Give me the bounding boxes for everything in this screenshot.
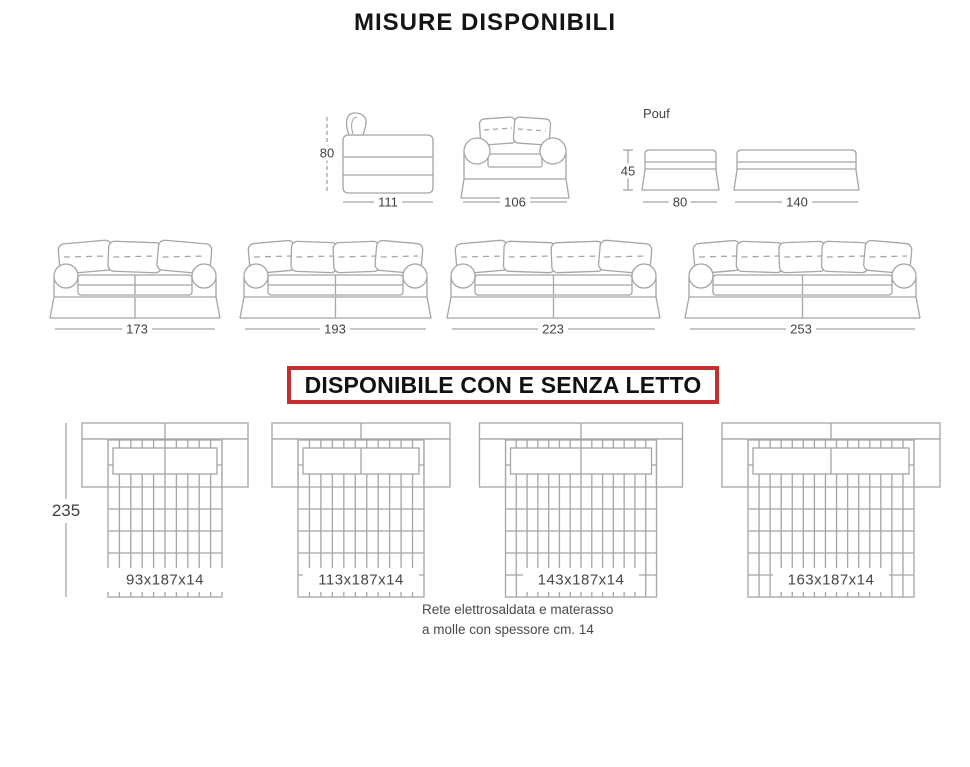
page-title: MISURE DISPONIBILI (353, 9, 617, 36)
armchair-front-drawing (461, 117, 569, 202)
dim-sofa-width-2: 193 (320, 322, 350, 337)
bed-note-line1: Rete elettrosaldata e materasso (422, 602, 614, 617)
sofa-front-drawing-4 (685, 240, 920, 329)
bed-size-label-1: 93x187x14 (122, 572, 208, 589)
bed-size-label-3: 143x187x14 (534, 572, 629, 589)
sofa-front-drawing-1 (50, 240, 220, 329)
dim-sofa-width-1: 173 (122, 322, 152, 337)
sofa-front-drawing-2 (240, 240, 431, 329)
availability-banner (287, 366, 719, 404)
bed-size-label-4: 163x187x14 (784, 572, 879, 589)
bed-note (422, 600, 613, 640)
dim-pouf-small-width: 80 (669, 195, 691, 210)
bed-note-line2: a molle con spessore cm. 14 (422, 622, 594, 637)
dim-pouf-large-width: 140 (782, 195, 812, 210)
dim-bed-depth: 235 (48, 499, 84, 523)
dim-pouf-height: 45 (617, 164, 639, 179)
availability-banner-text: DISPONIBILE CON E SENZA LETTO (304, 371, 702, 398)
dim-sofa-side-height: 80 (316, 146, 338, 161)
sofa-side-view-drawing (327, 113, 433, 202)
dim-sofa-width-3: 223 (538, 322, 568, 337)
bed-size-label-2: 113x187x14 (314, 572, 408, 589)
sofa-front-drawing-3 (447, 240, 660, 329)
dim-armchair-width: 106 (500, 195, 530, 210)
dim-sofa-side-width: 111 (374, 195, 402, 210)
pouf-label: Pouf (643, 106, 670, 121)
pouf-drawings (623, 150, 859, 202)
dim-sofa-width-4: 253 (786, 322, 816, 337)
